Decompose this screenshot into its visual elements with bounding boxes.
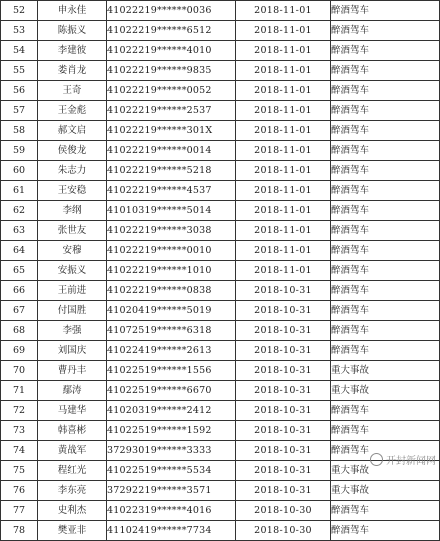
record-date: 2018-11-01 (236, 61, 331, 81)
person-name: 付国胜 (38, 301, 107, 321)
record-date: 2018-10-31 (236, 461, 331, 481)
record-date: 2018-11-01 (236, 181, 331, 201)
person-name: 王奇 (38, 81, 107, 101)
id-number: 41022519******1592 (107, 421, 236, 441)
record-date: 2018-10-31 (236, 381, 331, 401)
person-name: 侯俊龙 (38, 141, 107, 161)
person-name: 王金彪 (38, 101, 107, 121)
record-date: 2018-11-01 (236, 221, 331, 241)
table-row (1, 381, 440, 401)
row-number: 55 (1, 61, 38, 81)
row-number: 74 (1, 441, 38, 461)
row-number: 71 (1, 381, 38, 401)
record-date: 2018-11-01 (236, 201, 331, 221)
person-name: 张世友 (38, 221, 107, 241)
id-number: 41102419******7734 (107, 521, 236, 541)
person-name: 刘国庆 (38, 341, 107, 361)
violation-reason: 醉酒驾车 (331, 181, 440, 201)
violation-reason: 醉酒驾车 (331, 141, 440, 161)
row-number: 66 (1, 281, 38, 301)
id-number: 41022219******4010 (107, 41, 236, 61)
violation-reason: 醉酒驾车 (331, 421, 440, 441)
person-name: 李东亮 (38, 481, 107, 501)
record-date: 2018-10-31 (236, 281, 331, 301)
row-number: 57 (1, 101, 38, 121)
person-name: 鄢涛 (38, 381, 107, 401)
row-number: 60 (1, 161, 38, 181)
person-name: 李强 (38, 321, 107, 341)
record-date: 2018-10-31 (236, 481, 331, 501)
table-row (1, 521, 440, 541)
record-date: 2018-10-31 (236, 341, 331, 361)
id-number: 41022519******6670 (107, 381, 236, 401)
violation-reason: 醉酒驾车 (331, 221, 440, 241)
table-row (1, 41, 440, 61)
row-number: 78 (1, 521, 38, 541)
table-row (1, 1, 440, 21)
violation-reason: 醉酒驾车 (331, 61, 440, 81)
violation-reason: 重大事故 (331, 361, 440, 381)
violation-reason: 醉酒驾车 (331, 1, 440, 21)
violation-reason: 醉酒驾车 (331, 161, 440, 181)
table-row (1, 61, 440, 81)
id-number: 41022219******0052 (107, 81, 236, 101)
person-name: 黄战军 (38, 441, 107, 461)
table-row (1, 401, 440, 421)
table-row (1, 141, 440, 161)
violation-reason: 醉酒驾车 (331, 241, 440, 261)
row-number: 56 (1, 81, 38, 101)
id-number: 41022219******0010 (107, 241, 236, 261)
table-row (1, 21, 440, 41)
record-date: 2018-10-31 (236, 421, 331, 441)
weibo-logo-icon (370, 453, 383, 466)
violation-reason: 重大事故 (331, 481, 440, 501)
record-date: 2018-10-31 (236, 301, 331, 321)
table-row (1, 101, 440, 121)
id-number: 41022319******4016 (107, 501, 236, 521)
row-number: 65 (1, 261, 38, 281)
id-number: 41020319******2412 (107, 401, 236, 421)
table-row (1, 221, 440, 241)
row-number: 68 (1, 321, 38, 341)
person-name: 王前进 (38, 281, 107, 301)
violation-reason: 醉酒驾车 (331, 281, 440, 301)
watermark-text: 开封新闻网 (386, 456, 436, 467)
record-date: 2018-10-31 (236, 441, 331, 461)
id-number: 41022219******6512 (107, 21, 236, 41)
table-row (1, 341, 440, 361)
person-name: 曹丹丰 (38, 361, 107, 381)
table-row (1, 121, 440, 141)
row-number: 58 (1, 121, 38, 141)
row-number: 63 (1, 221, 38, 241)
violation-reason: 醉酒驾车 (331, 21, 440, 41)
id-number: 41022219******0838 (107, 281, 236, 301)
watermark (370, 452, 436, 467)
record-date: 2018-11-01 (236, 41, 331, 61)
id-number: 41022219******5218 (107, 161, 236, 181)
table-row (1, 161, 440, 181)
table-row (1, 501, 440, 521)
id-number: 37292219******3571 (107, 481, 236, 501)
id-number: 41022219******0014 (107, 141, 236, 161)
id-number: 37293019******3333 (107, 441, 236, 461)
record-date: 2018-11-01 (236, 141, 331, 161)
id-number: 41022219******1010 (107, 261, 236, 281)
table-row (1, 421, 440, 441)
record-date: 2018-11-01 (236, 241, 331, 261)
violation-reason: 醉酒驾车 (331, 341, 440, 361)
id-number: 41022219******4537 (107, 181, 236, 201)
table-row (1, 261, 440, 281)
record-date: 2018-10-30 (236, 521, 331, 541)
id-number: 41022219******301X (107, 121, 236, 141)
violation-reason: 重大事故 (331, 461, 440, 481)
row-number: 72 (1, 401, 38, 421)
person-name: 安振义 (38, 261, 107, 281)
person-name: 樊亚非 (38, 521, 107, 541)
id-number: 41022419******2613 (107, 341, 236, 361)
person-name: 王安稳 (38, 181, 107, 201)
person-name: 郝文启 (38, 121, 107, 141)
table-row (1, 81, 440, 101)
id-number: 41022519******5534 (107, 461, 236, 481)
row-number: 52 (1, 1, 38, 21)
row-number: 73 (1, 421, 38, 441)
violation-reason: 醉酒驾车 (331, 501, 440, 521)
row-number: 54 (1, 41, 38, 61)
id-number: 41022219******3038 (107, 221, 236, 241)
row-number: 62 (1, 201, 38, 221)
table-row (1, 321, 440, 341)
row-number: 59 (1, 141, 38, 161)
row-number: 76 (1, 481, 38, 501)
record-date: 2018-11-01 (236, 261, 331, 281)
person-name: 韩喜彬 (38, 421, 107, 441)
violation-reason: 醉酒驾车 (331, 321, 440, 341)
person-name: 陈振义 (38, 21, 107, 41)
person-name: 马建华 (38, 401, 107, 421)
record-date: 2018-10-31 (236, 401, 331, 421)
violation-reason: 醉酒驾车 (331, 401, 440, 421)
record-date: 2018-10-30 (236, 501, 331, 521)
person-name: 史利杰 (38, 501, 107, 521)
row-number: 77 (1, 501, 38, 521)
table-row (1, 181, 440, 201)
table-row (1, 241, 440, 261)
table-row (1, 301, 440, 321)
table-row (1, 481, 440, 501)
person-name: 朱志力 (38, 161, 107, 181)
table-row (1, 281, 440, 301)
id-number: 41022219******2537 (107, 101, 236, 121)
person-name: 娄肖龙 (38, 61, 107, 81)
violation-reason: 醉酒驾车 (331, 101, 440, 121)
row-number: 53 (1, 21, 38, 41)
violation-reason: 醉酒驾车 (331, 121, 440, 141)
violation-reason: 醉酒驾车 (331, 41, 440, 61)
violation-reason: 醉酒驾车 (331, 441, 440, 461)
table-row (1, 361, 440, 381)
person-name: 安穆 (38, 241, 107, 261)
violation-reason: 醉酒驾车 (331, 201, 440, 221)
id-number: 41010319******5014 (107, 201, 236, 221)
id-number: 41022219******0036 (107, 1, 236, 21)
record-date: 2018-11-01 (236, 81, 331, 101)
row-number: 70 (1, 361, 38, 381)
person-name: 申永佳 (38, 1, 107, 21)
record-date: 2018-11-01 (236, 1, 331, 21)
record-date: 2018-11-01 (236, 161, 331, 181)
record-date: 2018-11-01 (236, 21, 331, 41)
record-date: 2018-10-31 (236, 361, 331, 381)
row-number: 64 (1, 241, 38, 261)
violation-reason: 醉酒驾车 (331, 301, 440, 321)
id-number: 41022219******9835 (107, 61, 236, 81)
id-number: 41072519******6318 (107, 321, 236, 341)
violation-reason: 醉酒驾车 (331, 521, 440, 541)
violation-reason: 醉酒驾车 (331, 261, 440, 281)
table-row (1, 201, 440, 221)
record-date: 2018-10-31 (236, 321, 331, 341)
person-name: 李建彼 (38, 41, 107, 61)
id-number: 41022519******1556 (107, 361, 236, 381)
person-name: 程红光 (38, 461, 107, 481)
row-number: 69 (1, 341, 38, 361)
row-number: 61 (1, 181, 38, 201)
record-date: 2018-11-01 (236, 121, 331, 141)
violation-reason: 重大事故 (331, 381, 440, 401)
person-name: 李纲 (38, 201, 107, 221)
record-date: 2018-11-01 (236, 101, 331, 121)
id-number: 41020419******5019 (107, 301, 236, 321)
row-number: 67 (1, 301, 38, 321)
row-number: 75 (1, 461, 38, 481)
violation-reason: 醉酒驾车 (331, 81, 440, 101)
